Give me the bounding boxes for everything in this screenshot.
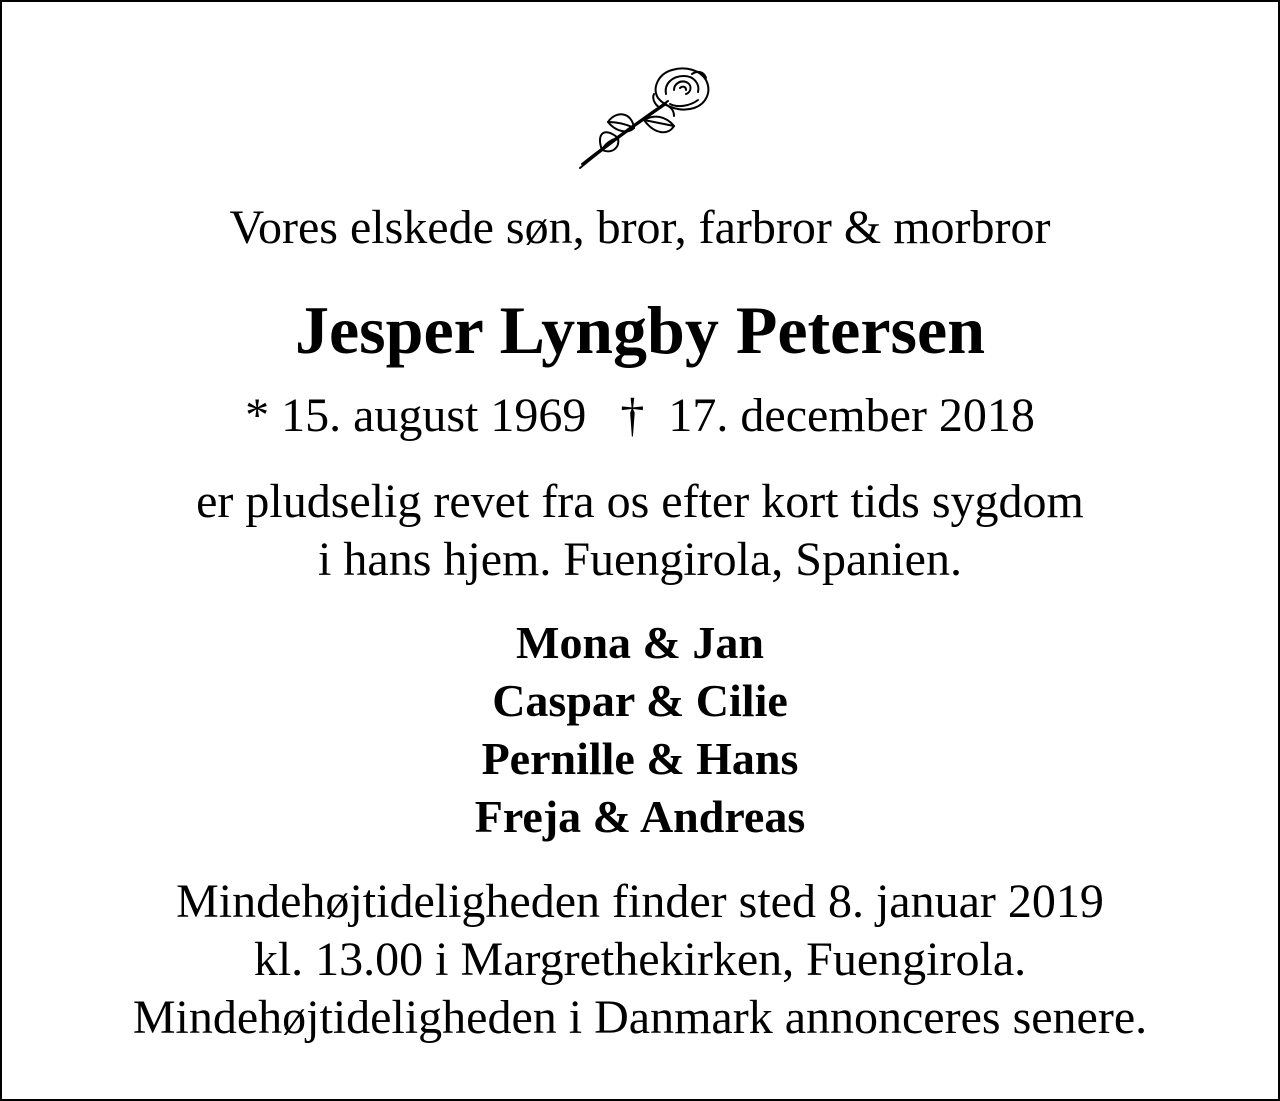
memorial-info-line: Mindehøjtideligheden finder sted 8. januar 2019: [176, 875, 1104, 928]
death-date: 17. december 2018: [668, 389, 1035, 442]
message-line: i hans hjem. Fuengirola, Spanien.: [318, 533, 962, 586]
mourner-name: Caspar & Cilie: [492, 675, 788, 726]
deceased-name: Jesper Lyngby Petersen: [294, 292, 986, 368]
death-symbol: †: [620, 389, 645, 442]
rose-icon: [574, 64, 714, 174]
memorial-info-line: kl. 13.00 i Margrethekirken, Fuengirola.: [253, 933, 1027, 986]
life-dates: [2, 388, 1278, 444]
mourner-name: Mona & Jan: [516, 617, 764, 668]
intro-line: Vores elskede søn, bror, farbror & morbror: [229, 201, 1051, 254]
mourner-name: Freja & Andreas: [474, 791, 806, 842]
birth-date: 15. august 1969: [281, 389, 587, 442]
memorial-info-line: Mindehøjtideligheden i Danmark annonceres senere.: [132, 991, 1148, 1044]
mourner-name: Pernille & Hans: [481, 733, 799, 784]
message-line: er pludselig revet fra os efter kort tids sygdom: [196, 475, 1084, 528]
birth-symbol: *: [245, 389, 270, 442]
